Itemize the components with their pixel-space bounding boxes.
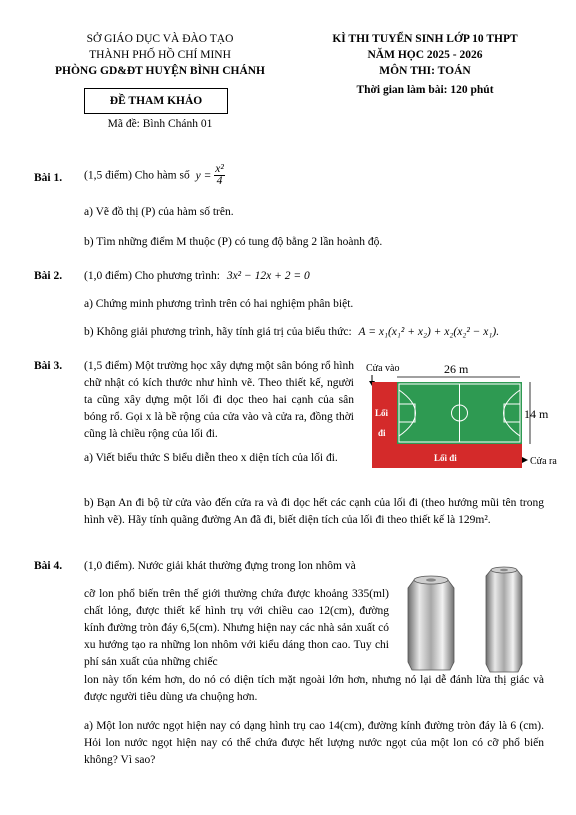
bai1-intro: (1,5 điểm) Cho hàm số bbox=[84, 169, 190, 182]
bai1-part-a: a) Vẽ đồ thị (P) của hàm số trên. bbox=[84, 206, 234, 218]
bai1-fraction bbox=[214, 164, 225, 187]
bai2-intro: (1,0 điểm) Cho phương trình: bbox=[84, 270, 220, 282]
bai4-intro-rest: cỡ lon phổ biến trên thế giới thường chứa được khoảng 335(ml) chất lỏng, được thiết kế hình trụ với chiều cao 12(cm), đường kính đường tròn đáy 6,5(cm). Nhưng hiện nay các nhà sản xuất có xu hướng tạo ra những lon nhôm với kiểu dáng thon cao. Tuy chi phí sản xuất của những chiếc bbox=[84, 588, 389, 668]
bai4-intro-first: (1,0 điểm). Nước giải khát thường đựng trong lon nhôm và bbox=[84, 560, 356, 572]
exam-title: KÌ THI TUYỂN SINH LỚP 10 THPT bbox=[332, 33, 518, 45]
slim-can-icon bbox=[486, 567, 522, 672]
exit-label: Cửa ra bbox=[530, 456, 557, 467]
bai2-part-b-line bbox=[84, 326, 499, 338]
bai2-expression: A = x₁(x₁² + x₂) + x₂(x₂² − x₁). bbox=[358, 326, 500, 338]
basketball-court-figure bbox=[362, 360, 557, 470]
bai1-fraction-num: x² bbox=[215, 163, 224, 175]
exit-arrow-head bbox=[522, 457, 528, 463]
duration: Thời gian làm bài: 120 phút bbox=[356, 84, 494, 96]
bai3-part-a: a) Viết biểu thức S biểu diễn theo x diện tích của lối đi. bbox=[84, 452, 338, 464]
wide-can-icon bbox=[408, 576, 454, 670]
bai2-label: Bài 2. bbox=[34, 270, 63, 282]
reference-exam-box bbox=[84, 88, 228, 114]
bai1-y-eq: y = bbox=[195, 169, 212, 182]
path-side-label-1: Lối bbox=[375, 408, 389, 418]
bai4-label: Bài 4. bbox=[34, 560, 63, 572]
height-label: 14 m bbox=[524, 407, 549, 421]
entrance-label: Cửa vào bbox=[366, 363, 400, 374]
bai3-part-b: b) Bạn An đi bộ từ cửa vào đến cửa ra và đi dọc hết các cạnh của lối đi (theo hướng mũi tên trong hình vẽ). Hãy tính quãng đường An đã đi, biết diện tích của lối đi theo thiết kế là 129m². bbox=[84, 497, 544, 526]
bai1-part-b: b) Tìm những điểm M thuộc (P) có tung độ bằng 2 lần hoành độ. bbox=[84, 236, 383, 248]
width-label: 26 m bbox=[444, 362, 469, 376]
district-office: PHÒNG GD&ĐT HUYỆN BÌNH CHÁNH bbox=[55, 65, 265, 77]
bai4-part-a: a) Một lon nước ngọt hiện nay có dạng hình trụ cao 14(cm), đường kính đường tròn đáy là 6 (cm). Hỏi lon nước ngọt hiện nay có thể chứa được hết lượng nước ngọt của một lon có cỡ phổ biến không? Vì sao? bbox=[84, 720, 544, 766]
city-name: THÀNH PHỐ HỒ CHÍ MINH bbox=[89, 49, 231, 61]
path-bottom-label: Lối đi bbox=[434, 453, 457, 463]
reference-exam-label: ĐỀ THAM KHẢO bbox=[109, 95, 203, 107]
bai2-part-b: b) Không giải phương trình, hãy tính giá trị của biểu thức: bbox=[84, 326, 352, 338]
subject: MÔN THI: TOÁN bbox=[379, 65, 471, 77]
bai2-part-a: a) Chứng minh phương trình trên có hai nghiệm phân biệt. bbox=[84, 298, 354, 310]
bai3-intro: (1,5 điểm) Một trường học xây dựng một sân bóng rổ hình chữ nhật có kích thước như hình vẽ. Theo thiết kế, người ta cũng xây dựng một lối đi dọc theo hai cạnh của sân bóng rổ. Gọi x là bề rộng của cửa vào và cửa ra, đồng thời cũng là chiều rộng của lối đi. bbox=[84, 360, 354, 440]
dept-name: SỞ GIÁO DỤC VÀ ĐÀO TẠO bbox=[86, 33, 234, 45]
bai3-label: Bài 3. bbox=[34, 360, 63, 372]
bai1-intro-line bbox=[84, 164, 225, 187]
bai2-equation: 3x² − 12x + 2 = 0 bbox=[226, 270, 310, 282]
bai4-intro-end: lon này tốn kém hơn, do nó có diện tích mặt ngoài lớn hơn, nhưng nó lại dễ đánh lừa thị giác và được người tiêu dùng ưa chuộng hơn. bbox=[84, 674, 544, 703]
exam-code: Mã đề: Bình Chánh 01 bbox=[107, 118, 213, 130]
path-side-label-2: đi bbox=[378, 428, 386, 438]
bai1-fraction-den: 4 bbox=[216, 175, 223, 187]
bai2-intro-line bbox=[84, 270, 310, 282]
school-year: NĂM HỌC 2025 - 2026 bbox=[367, 49, 483, 61]
soda-cans-figure bbox=[400, 566, 550, 676]
bai1-label: Bài 1. bbox=[34, 172, 63, 184]
